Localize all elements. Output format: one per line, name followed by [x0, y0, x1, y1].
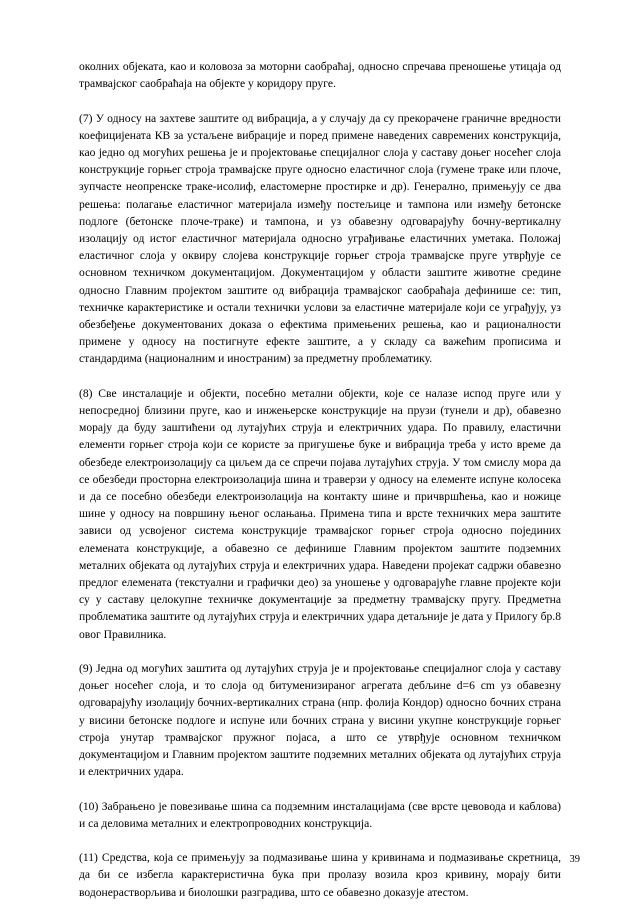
body-text [79, 58, 561, 918]
paragraph-8: (8) Све инсталације и објекти, посебно метални објекти, које се налазе испод пруге или у непосредној близини пруге, као и инжењерске конструкције на прузи (тунели и др), обавезно морају да буду заштићени од лутајућих струја и електричних удара. По правилу, еластични елементи горњег строја који се користе за пригушење буке и вибрација треба у исто време да обезбеде електроизолацију са циљем да се спречи појава лутајућих струја. У том смислу мора да се обезбеди просторна електроизолација шина и траверзи у односу на елементе испуне колосека и да се посебно обезбеди електроизолација на контакту шине и причвршћења, као и ножице шине у односу на површину њеног ослањања. Примена типа и врсте техничких мера заштите зависи од усвојеног система конструкције трамвајског горњег строја односно појединих елемената конструкције, а обавезно се дефинише Главним пројектом заштите подземних металних објеката од лутајућих струја и електричних удара. Наведени пројекат садржи обавезно предлог елемената (текстуални и графички део) за уношење у одговарајуће главне пројекте који су у саставу целокупне техничке документације за предметну трамвајску пругу. Предметна проблематика заштите од лутајућих струја и електричних удара детаљније је дата у Прилогу бр.8 овог Правилника. [79, 386, 561, 641]
paragraph-11: (11) Средства, која се примењују за подмазивање шина у кривинама и подмазивање скретница, да би се избегла карактеристична бука при пролазу возила кроз кривину, морају бити водонерастворљива и биолошки разградива, што се обавезно доказује атестом. [79, 851, 561, 899]
paragraph-continuation: околних објеката, као и коловоза за моторни саобраћај, односно спречава преношење утицаја од трамвајског саобраћаја на објекте у коридору пруге. [79, 60, 561, 91]
page-number: 39 [569, 854, 580, 865]
paragraph-10: (10) Забрањено је повезивање шина са подземним инсталацијама (све врсте цевовода и каблова) и са деловима металних и електропроводних конструкција. [79, 799, 561, 830]
paragraph-9: (9) Једна од могућих заштита од лутајућих струја је и пројектовање специјалног слоја у саставу доњег носећег слоја, и то слоја од битуменизираног агрегата дебљине d=6 cm уз обавезну одговарајућу изолацију бочних-вертикалних страна (нпр. фолија Кондор) односно бочних страна у висини бетонске подлоге и испуне или бочних страна у висини укупне конструкције горњег строја унутар трамвајског пружног појаса, а што се утврђује основном техничком документацијом и Главним пројектом заштите подземних металних објеката од лутајућих струја и електричних удара. [79, 662, 561, 779]
paragraph-7: (7) У односу на захтеве заштите од вибрација, а у случају да су прекорачене граничне вредности коефицијената КВ за устаљене вибрације и поред примене наведених савремених конструкција, као једно од могућих решења је и пројектовање специјалног слоја у саставу доњег носећег слоја конструкције горњег строја трамвајске пруге односно еластичног слоја (гумене траке или плоче, зупчасте неопренске траке-исолиф, еластомерне простирке и др). Генерално, примењују се два решења: полагање еластичног материјала између постељице и тампона или између бетонске подлоге (бетонске плоче-траке) и тампона, и уз обавезну одговарајућу бочну-вертикалну изолацију од истог еластичног материјала односно уграђивање еластичних уметака. Положај еластичног слоја у оквиру слојева конструкције горњег строја трамвајске пруге утврђује се основном техничком документацијом. Документацијом у области заштите животне средине односно Главним пројектом заштите од вибрација трамвајског саобраћаја дефинише се: тип, техничке карактеристике и остали технички услови за еластичне материјале који се уграђују, уз обезбеђење документованих доказа о ефектима примењених решења, као и рационалности примене у односу на постигнуте ефекте заштите, а у складу са важећим прописима и стандардима (националним и иностраним) за предметну проблематику. [79, 111, 561, 366]
